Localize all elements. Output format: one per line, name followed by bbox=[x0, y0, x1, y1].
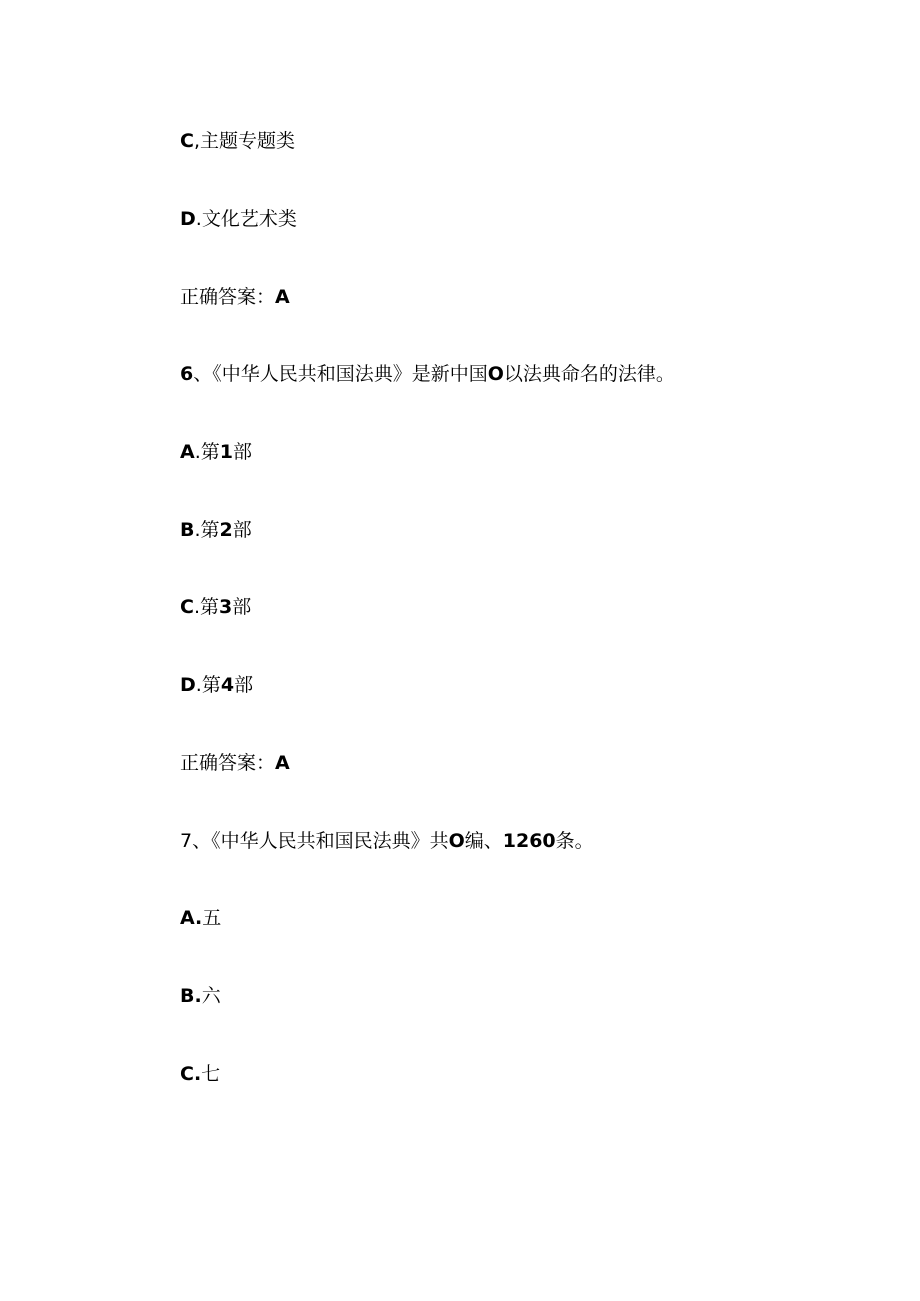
text-run: 2 bbox=[219, 519, 233, 541]
text-run: A bbox=[275, 286, 290, 308]
question-6-line bbox=[180, 362, 675, 386]
text-run: 正确答案： bbox=[180, 752, 276, 774]
text-run: 6 bbox=[180, 363, 194, 385]
text-run: 七 bbox=[201, 1063, 221, 1085]
text-run: 4 bbox=[220, 674, 235, 696]
text-run: 1260 bbox=[502, 830, 556, 852]
text-run: C bbox=[180, 130, 194, 152]
answer-line bbox=[180, 285, 290, 309]
text-run: 部 bbox=[232, 596, 252, 618]
text-run: .第 bbox=[194, 519, 220, 541]
text-run: 部 bbox=[232, 519, 252, 541]
text-run: .第 bbox=[194, 441, 220, 463]
question-7-line bbox=[180, 829, 594, 853]
text-run: .第 bbox=[195, 674, 221, 696]
option-b-line bbox=[180, 984, 221, 1008]
option-c-line bbox=[180, 595, 251, 619]
text-run: C. bbox=[180, 1063, 202, 1085]
text-run: 以法典命名的法律。 bbox=[503, 363, 675, 385]
option-a-line bbox=[180, 440, 252, 464]
text-run: 条。 bbox=[555, 830, 594, 852]
option-a-line bbox=[180, 906, 221, 930]
text-run: O bbox=[448, 830, 465, 852]
text-run: 正确答案： bbox=[180, 286, 276, 308]
text-run: .文化艺术类 bbox=[195, 208, 297, 230]
text-run: D bbox=[180, 208, 196, 230]
text-run: B bbox=[180, 519, 195, 541]
text-run: A bbox=[180, 441, 195, 463]
text-run: 7、《中华人民共和国民法典》共 bbox=[180, 830, 449, 852]
text-run: 1 bbox=[219, 441, 233, 463]
text-run: 、《中华人民共和国法典》是新中国 bbox=[193, 363, 488, 385]
answer-line bbox=[180, 751, 290, 775]
option-d-line bbox=[180, 207, 297, 231]
text-run: D bbox=[180, 674, 196, 696]
text-run: 六 bbox=[201, 985, 221, 1007]
option-b-line bbox=[180, 518, 252, 542]
text-run: O bbox=[487, 363, 504, 385]
option-c-line bbox=[180, 1062, 220, 1086]
text-run: A bbox=[275, 752, 290, 774]
option-d-line bbox=[180, 673, 253, 697]
text-run: 编、 bbox=[464, 830, 503, 852]
text-run: C bbox=[180, 596, 194, 618]
option-c-line bbox=[180, 129, 295, 153]
text-run: 部 bbox=[234, 674, 254, 696]
text-run: 五 bbox=[202, 907, 222, 929]
text-run: A. bbox=[180, 907, 203, 929]
text-run: B. bbox=[180, 985, 202, 1007]
text-run: .第 bbox=[193, 596, 219, 618]
text-run: 3 bbox=[219, 596, 233, 618]
text-run: ,主题专题类 bbox=[193, 130, 295, 152]
text-run: 部 bbox=[233, 441, 253, 463]
